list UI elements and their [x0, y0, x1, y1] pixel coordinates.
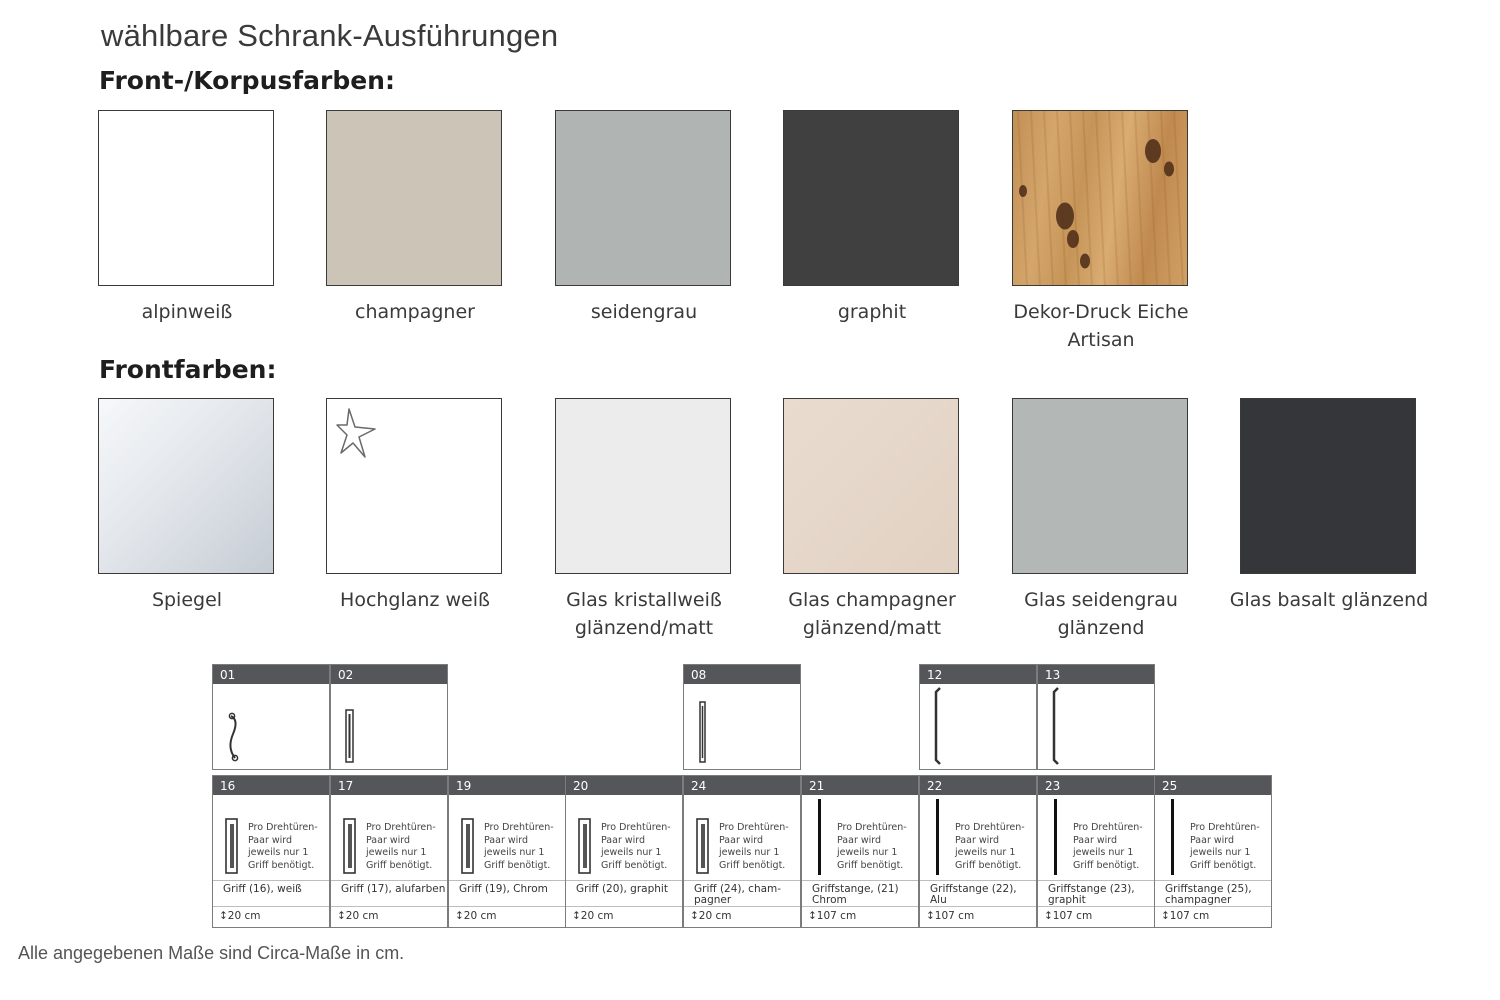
handle-bar-icon: [1163, 797, 1193, 877]
handle-bar-icon: [928, 797, 958, 877]
handle-dimension: ↕107 cm: [920, 906, 1036, 925]
swatch-label: Glas basalt glänzend: [1229, 589, 1429, 611]
swatch-item[interactable]: [1229, 398, 1429, 614]
swatch-item[interactable]: [783, 110, 961, 326]
wood-grain-texture: [1013, 111, 1188, 286]
handle-dimension: ↕107 cm: [1155, 906, 1271, 925]
long-bar-handle-icon: [1046, 686, 1076, 766]
handle-name: Griffstange (22), Alu: [920, 880, 1036, 906]
handle-number: 21: [802, 776, 918, 795]
handle-option-24[interactable]: [683, 775, 801, 928]
handle-name: Griff (19), Chrom: [449, 880, 565, 906]
color-swatch[interactable]: [98, 398, 274, 574]
handle-note: Pro Drehtüren- Paar wird jeweils nur 1 Griff benötigt.: [248, 822, 318, 871]
handle-number: 13: [1038, 665, 1154, 684]
handle-number: 16: [213, 776, 329, 795]
color-swatch[interactable]: [555, 398, 731, 574]
handle-image: [449, 795, 565, 880]
handle-image: [684, 795, 800, 880]
handle-note: Pro Drehtüren- Paar wird jeweils nur 1 Griff benötigt.: [955, 822, 1025, 871]
handle-option-20[interactable]: [565, 775, 683, 928]
handle-dimension: ↕20 cm: [566, 906, 682, 925]
color-swatch[interactable]: [1240, 398, 1416, 574]
handle-note: Pro Drehtüren- Paar wird jeweils nur 1 Griff benötigt.: [719, 822, 789, 871]
footnote: Alle angegebenen Maße sind Circa-Maße in cm.: [18, 943, 405, 963]
handle-image: [1038, 684, 1154, 769]
recessed-handle-icon: [339, 797, 369, 877]
sparkle-icon: [335, 407, 395, 471]
swatch-label: Glas seidengrau glänzend: [1024, 589, 1178, 639]
handle-name: Griffstange (25), champagner: [1155, 880, 1271, 906]
color-swatch[interactable]: [783, 110, 959, 286]
handle-note: Pro Drehtüren- Paar wird jeweils nur 1 Griff benötigt.: [484, 822, 554, 871]
handle-image: [331, 795, 447, 880]
handle-note: Pro Drehtüren- Paar wird jeweils nur 1 Griff benötigt.: [837, 822, 907, 871]
handle-option-23[interactable]: [1037, 775, 1155, 928]
handle-number: 24: [684, 776, 800, 795]
swatch-label: seidengrau: [590, 301, 698, 323]
handle-options-grid: [212, 664, 1274, 928]
handle-option-08[interactable]: [683, 664, 801, 770]
handle-image: [566, 795, 682, 880]
swatch-item[interactable]: [326, 398, 504, 614]
recessed-handle-icon: [692, 797, 722, 877]
front-swatch-row: [98, 398, 1428, 658]
handle-option-16[interactable]: [212, 775, 330, 928]
color-swatch[interactable]: [555, 110, 731, 286]
handle-number: 25: [1155, 776, 1271, 795]
page-title: wählbare Schrank-Ausführungen: [101, 18, 559, 53]
swatch-label: champagner: [355, 301, 475, 323]
handle-image: [802, 795, 918, 880]
recessed-handle-icon: [221, 797, 251, 877]
handle-dimension: ↕107 cm: [802, 906, 918, 925]
handle-option-21[interactable]: [801, 775, 919, 928]
swatch-label: alpinweiß: [141, 301, 233, 323]
recessed-handle-icon: [574, 797, 604, 877]
handle-image: [684, 684, 800, 769]
handle-number: 12: [920, 665, 1036, 684]
slim-bar-handle-icon: [692, 686, 722, 766]
handle-note: Pro Drehtüren- Paar wird jeweils nur 1 Griff benötigt.: [366, 822, 436, 871]
long-bar-handle-icon: [928, 686, 958, 766]
handle-number: 17: [331, 776, 447, 795]
swatch-label: Hochglanz weiß: [340, 589, 490, 611]
color-swatch[interactable]: [326, 398, 502, 574]
swatch-item[interactable]: [326, 110, 504, 326]
swatch-label: Glas champagner glänzend/matt: [788, 589, 956, 639]
handle-number: 19: [449, 776, 565, 795]
handle-option-22[interactable]: [919, 775, 1037, 928]
swatch-item[interactable]: [555, 398, 733, 642]
swatch-label: graphit: [837, 301, 907, 323]
handle-number: 02: [331, 665, 447, 684]
handle-number: 20: [566, 776, 682, 795]
front-korpus-swatch-row: [98, 110, 1428, 370]
handle-name: Griff (20), graphit: [566, 880, 682, 906]
color-swatch[interactable]: [783, 398, 959, 574]
swatch-item[interactable]: [1012, 110, 1190, 354]
handle-image: [1038, 795, 1154, 880]
handle-name: Griff (17), alufarben: [331, 880, 447, 906]
handle-number: 01: [213, 665, 329, 684]
handle-dimension: ↕20 cm: [684, 906, 800, 925]
handle-note: Pro Drehtüren- Paar wird jeweils nur 1 Griff benötigt.: [1190, 822, 1260, 871]
swatch-item[interactable]: [1012, 398, 1190, 642]
handle-note: Pro Drehtüren- Paar wird jeweils nur 1 Griff benötigt.: [601, 822, 671, 871]
recessed-handle-icon: [457, 797, 487, 877]
handle-bar-icon: [810, 797, 840, 877]
handle-option-25[interactable]: [1154, 775, 1272, 928]
handle-image: [1155, 795, 1271, 880]
handle-option-02[interactable]: [330, 664, 448, 770]
swatch-item[interactable]: [98, 398, 276, 614]
handle-dimension: ↕107 cm: [1038, 906, 1154, 925]
swatch-item[interactable]: [98, 110, 276, 326]
handle-name: Griff (24), cham- pagner: [684, 880, 800, 906]
section-heading-front-korpus: Front-/Korpusfarben:: [99, 66, 395, 95]
swatch-label: Spiegel: [151, 589, 223, 611]
handle-option-12[interactable]: [919, 664, 1037, 770]
handle-image: [213, 684, 329, 769]
color-swatch[interactable]: [98, 110, 274, 286]
handle-name: Griffstange, (21) Chrom: [802, 880, 918, 906]
color-swatch[interactable]: [1012, 110, 1188, 286]
handle-name: Griff (16), weiß: [213, 880, 329, 906]
color-swatch[interactable]: [1012, 398, 1188, 574]
handle-number: 23: [1038, 776, 1154, 795]
handle-image: [920, 795, 1036, 880]
bar-handle-icon: [339, 686, 369, 766]
handle-option-19[interactable]: [448, 775, 566, 928]
handle-note: Pro Drehtüren- Paar wird jeweils nur 1 Griff benötigt.: [1073, 822, 1143, 871]
handle-image: [213, 795, 329, 880]
knob-handle-icon: [221, 686, 251, 766]
handle-number: 08: [684, 665, 800, 684]
handle-number: 22: [920, 776, 1036, 795]
handle-option-01[interactable]: [212, 664, 330, 770]
section-heading-front: Frontfarben:: [99, 355, 277, 384]
handle-option-17[interactable]: [330, 775, 448, 928]
handle-name: Griffstange (23), graphit: [1038, 880, 1154, 906]
swatch-label: Glas kristallweiß glänzend/matt: [566, 589, 722, 639]
swatch-label: Dekor-Druck Eiche Artisan: [1013, 301, 1189, 351]
swatch-item[interactable]: [555, 110, 733, 326]
handle-dimension: ↕20 cm: [449, 906, 565, 925]
color-swatch[interactable]: [326, 110, 502, 286]
handle-dimension: ↕20 cm: [331, 906, 447, 925]
handle-option-13[interactable]: [1037, 664, 1155, 770]
handle-bar-icon: [1046, 797, 1076, 877]
swatch-item[interactable]: [783, 398, 961, 642]
handle-dimension: ↕20 cm: [213, 906, 329, 925]
handle-image: [920, 684, 1036, 769]
handle-image: [331, 684, 447, 769]
